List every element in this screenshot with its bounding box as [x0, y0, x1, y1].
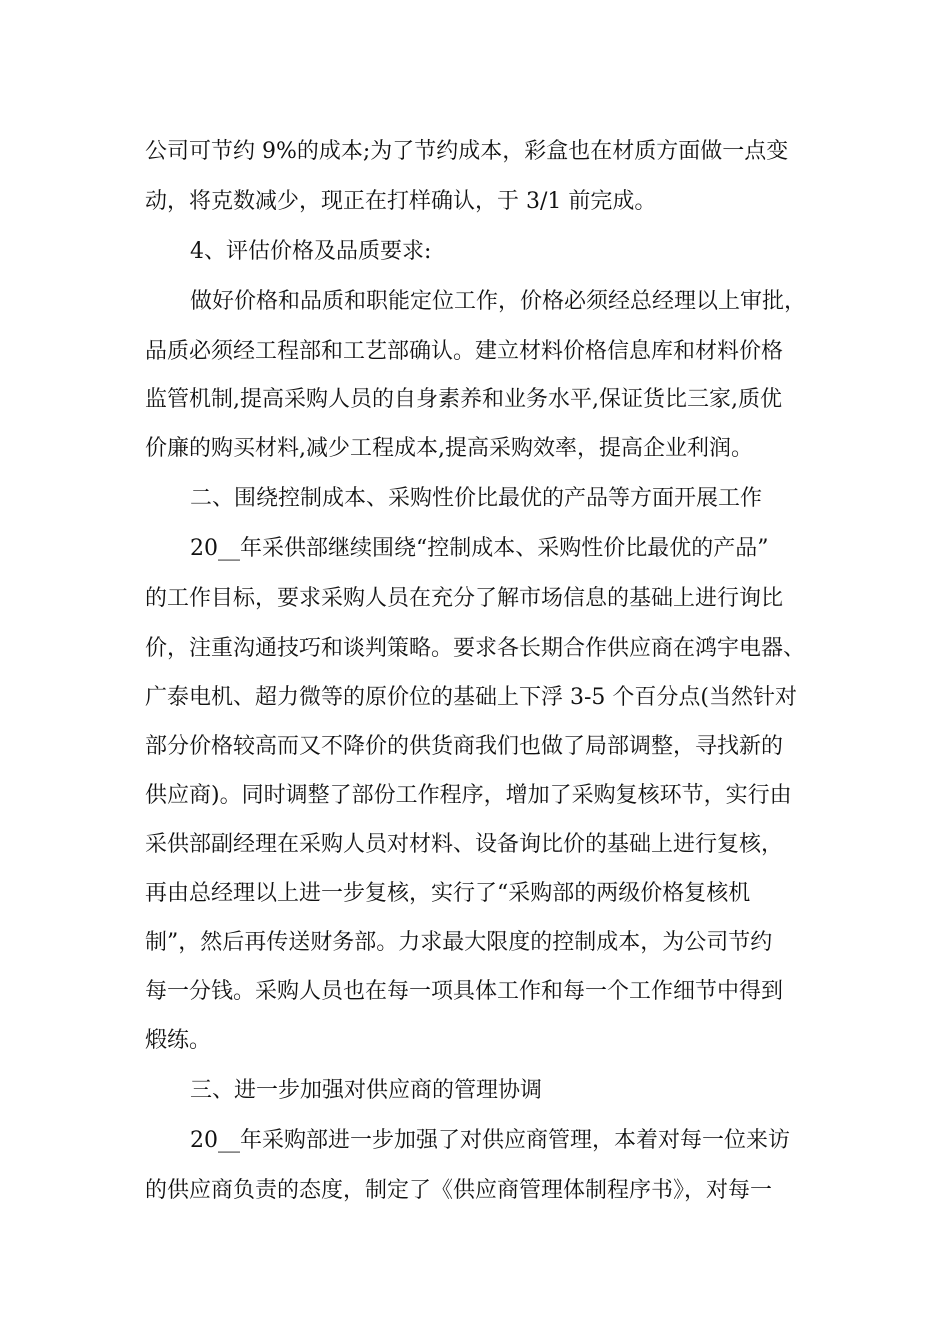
- text-line: 公司可节约 9%的成本;为了节约成本，彩盒也在材质方面做一点变: [145, 139, 789, 164]
- text-line: 广泰电机、超力微等的原价位的基础上下浮 3-5 个百分点(当然针对: [145, 685, 797, 710]
- text-line: 20__年采供部继续围绕“控制成本、采购性价比最优的产品”: [190, 536, 769, 561]
- text-line: 煅练。: [145, 1028, 212, 1053]
- text-line: 部分价格较高而又不降价的供货商我们也做了局部调整，寻找新的: [145, 734, 784, 759]
- list-heading: 4、评估价格及品质要求:: [190, 239, 432, 264]
- text-line: 采供部副经理在采购人员对材料、设备询比价的基础上进行复核，: [145, 832, 784, 857]
- text-line: 制”，然后再传送财务部。力求最大限度的控制成本，为公司节约: [145, 930, 773, 955]
- text-line: 监管机制,提高采购人员的自身素养和业务水平,保证货比三家,质优: [145, 387, 782, 412]
- text-line: 的工作目标，要求采购人员在充分了解市场信息的基础上进行询比: [145, 586, 784, 611]
- text-line: 价，注重沟通技巧和谈判策略。要求各长期合作供应商在鸿宇电器、: [145, 636, 806, 661]
- text-line: 20__年采购部进一步加强了对供应商管理，本着对每一位来访: [190, 1128, 790, 1153]
- text-line: 做好价格和品质和职能定位工作，价格必须经总经理以上审批，: [190, 289, 807, 314]
- text-line: 供应商)。同时调整了部份工作程序，增加了采购复核环节，实行由: [145, 783, 792, 808]
- section-heading: 二、围绕控制成本、采购性价比最优的产品等方面开展工作: [190, 486, 763, 511]
- text-line: 每一分钱。采购人员也在每一项具体工作和每一个工作细节中得到: [145, 979, 784, 1004]
- text-line: 再由总经理以上进一步复核，实行了“采购部的两级价格复核机: [145, 881, 751, 906]
- text-line: 的供应商负责的态度，制定了《供应商管理体制程序书》，对每一: [145, 1178, 773, 1203]
- section-heading: 三、进一步加强对供应商的管理协调: [190, 1078, 543, 1103]
- text-line: 动，将克数减少，现正在打样确认，于 3/1 前完成。: [145, 189, 657, 214]
- text-line: 价廉的购买材料,减少工程成本,提高采购效率，提高企业利润。: [145, 436, 753, 461]
- text-line: 品质必须经工程部和工艺部确认。建立材料价格信息库和材料价格: [145, 339, 784, 364]
